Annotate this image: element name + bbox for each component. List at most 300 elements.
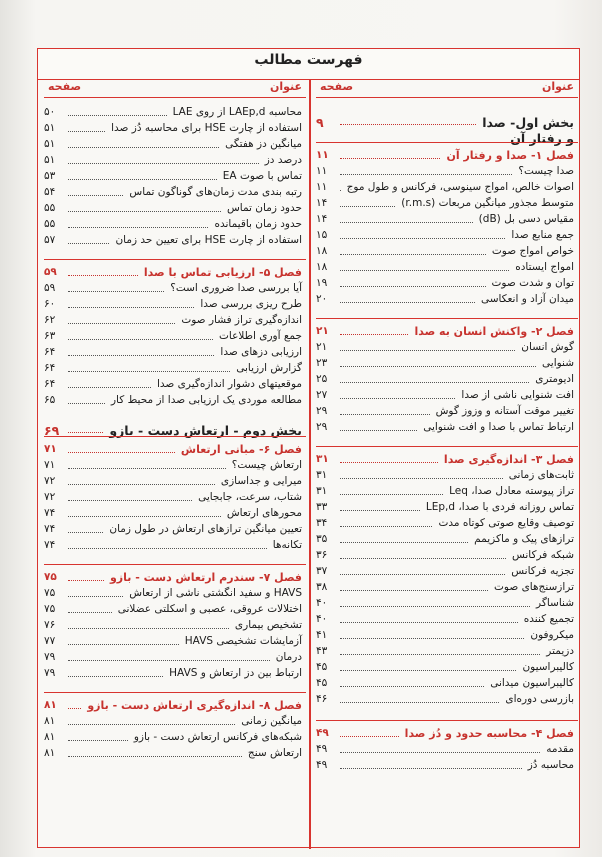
entry-title: اندازه‌گیری تراز فشار صوت: [181, 314, 302, 326]
toc-entry: [316, 228, 578, 244]
entry-title: صدا چیست؟: [518, 165, 574, 177]
leader-dots: [340, 254, 486, 255]
header-label: عنوان: [269, 80, 302, 93]
entry-title: حدود زمان باقیمانده: [214, 218, 302, 230]
toc-entry: [44, 345, 306, 361]
part-heading: [316, 114, 578, 130]
entry-page-number: ۶۹: [44, 423, 60, 438]
leader-dots: [68, 275, 138, 276]
chapter-heading: [44, 265, 306, 281]
leader-dots: [68, 227, 208, 228]
entry-title: گزارش ارزیابی: [236, 362, 302, 374]
entry-page-number: ۵۹: [44, 282, 56, 294]
toc-entry: [316, 468, 578, 484]
entry-page-number: ۳۱: [316, 469, 328, 481]
leader-dots: [68, 371, 230, 372]
section-separator: [44, 436, 306, 437]
left-column-header: [44, 79, 306, 98]
entry-page-number: ۶۴: [44, 362, 56, 374]
right-column: [316, 99, 578, 844]
toc-entry: [44, 185, 306, 201]
leader-dots: [68, 163, 259, 164]
entry-page-number: ۲۷: [316, 389, 328, 401]
entry-page-number: ۴۹: [316, 759, 328, 771]
toc-entry: [44, 538, 306, 554]
toc-entry: [44, 618, 306, 634]
toc-entry: [44, 297, 306, 313]
entry-page-number: ۶۴: [44, 378, 56, 390]
leader-dots: [340, 398, 455, 399]
chapter-heading: [316, 324, 578, 340]
entry-title: میدان آزاد و انعکاسی: [480, 293, 574, 305]
chapter-heading: [316, 148, 578, 164]
entry-title: جمع منابع صدا: [511, 229, 574, 241]
entry-title: اصوات خالص، امواج سینوسی، فرکانس و طول موج: [346, 181, 574, 193]
entry-title: حدود زمان تماس: [226, 202, 302, 214]
toc-entry: [44, 361, 306, 377]
leader-dots: [340, 574, 505, 575]
entry-title: آیا بررسی صدا ضروری است؟: [170, 282, 302, 294]
leader-dots: [68, 756, 242, 757]
entry-title: میانگین زمانی: [241, 715, 302, 727]
entry-page-number: ۷۵: [44, 587, 56, 599]
leader-dots: [340, 238, 505, 239]
entry-page-number: ۷۴: [44, 523, 56, 535]
entry-title: استفاده از چارت HSE برای تعیین حد زمان: [115, 234, 302, 246]
leader-dots: [340, 302, 475, 303]
leader-dots: [68, 740, 128, 741]
leader-dots: [340, 606, 530, 607]
entry-title: فصل ۵- ارزیابی تماس با صدا: [143, 266, 302, 279]
toc-entry: [316, 292, 578, 308]
entry-title: فصل ۲- واکنش انسان به صدا: [414, 325, 574, 338]
entry-title: شتاب، سرعت، جابجایی: [198, 491, 302, 503]
section-separator: [44, 259, 306, 260]
column-divider: [309, 79, 311, 849]
chapter-heading: [316, 452, 578, 468]
toc-entry: [316, 500, 578, 516]
entry-title: بازرسی دوره‌ای: [505, 693, 574, 705]
leader-dots: [68, 644, 179, 645]
leader-dots: [340, 670, 516, 671]
entry-title: محورهای ارتعاش: [226, 507, 302, 519]
entry-title: شبکه فرکانس: [511, 549, 574, 561]
entry-page-number: ۷۴: [44, 539, 56, 551]
entry-title: فصل ۱- صدا و رفتار آن: [446, 149, 574, 162]
toc-entry: [44, 329, 306, 345]
leader-dots: [68, 596, 123, 597]
entry-title: ترازهای پیک و ماکزیمم: [474, 533, 574, 545]
entry-page-number: ۳۶: [316, 549, 328, 561]
leader-dots: [68, 387, 151, 388]
entry-title: میانگین دز هفتگی: [225, 138, 302, 150]
toc-entry: [44, 458, 306, 474]
header-label: عنوان: [541, 80, 574, 93]
entry-title: شناساگر: [536, 597, 574, 609]
leader-dots: [340, 702, 499, 703]
entry-page-number: ۳۱: [316, 485, 328, 497]
leader-dots: [340, 736, 399, 737]
part-heading: [316, 130, 578, 146]
entry-page-number: ۶۵: [44, 394, 56, 406]
leader-dots: [340, 334, 408, 335]
toc-entry: [316, 628, 578, 644]
toc-entry: [316, 742, 578, 758]
toc-entry: [316, 212, 578, 228]
leader-dots: [340, 462, 438, 463]
entry-title: درمان: [275, 651, 302, 663]
toc-entry: [44, 313, 306, 329]
entry-page-number: ۸۱: [44, 747, 56, 759]
toc-entry: [44, 201, 306, 217]
leader-dots: [340, 558, 506, 559]
entry-title: آزمایشات تشخیصی HAVS: [184, 635, 302, 647]
page-title: فهرست مطالب: [254, 52, 363, 68]
entry-page-number: ۳۵: [316, 533, 328, 545]
section-separator: [316, 318, 578, 319]
entry-title: موقعیتهای دشوار اندازه‌گیری صدا: [157, 378, 302, 390]
entry-page-number: ۷۱: [44, 459, 56, 471]
entry-page-number: ۳۷: [316, 565, 328, 577]
header-page: صفحه: [48, 80, 82, 93]
entry-page-number: ۱۸: [316, 261, 328, 273]
entry-page-number: ۷۹: [44, 651, 56, 663]
leader-dots: [68, 708, 81, 709]
chapter-heading: [44, 698, 306, 714]
leader-dots: [340, 622, 518, 623]
entry-title: HAVS و سفید انگشتی ناشی از ارتعاش: [129, 587, 302, 599]
toc-entry: [44, 153, 306, 169]
leader-dots: [340, 124, 476, 125]
leader-dots: [68, 179, 217, 180]
entry-title: جمع آوری اطلاعات: [219, 330, 302, 342]
entry-title: شبکه‌های فرکانس ارتعاش دست - بازو: [133, 731, 302, 743]
entry-page-number: ۱۴: [316, 213, 328, 225]
entry-page-number: ۳۴: [316, 517, 328, 529]
section-separator: [44, 564, 306, 565]
leader-dots: [68, 339, 213, 340]
leader-dots: [68, 660, 270, 661]
entry-title: تشخیص بیماری: [234, 619, 302, 631]
entry-title: و رفتار آن: [510, 131, 574, 146]
entry-page-number: ۸۱: [44, 731, 56, 743]
entry-page-number: ۴۵: [316, 677, 328, 689]
toc-entry: [44, 281, 306, 297]
entry-page-number: ۵۴: [44, 186, 56, 198]
toc-entry: [316, 356, 578, 372]
entry-page-number: ۸۱: [44, 699, 57, 711]
entry-page-number: ۱۱: [316, 181, 328, 193]
entry-page-number: ۵۹: [44, 266, 57, 278]
leader-dots: [68, 147, 219, 148]
leader-dots: [68, 211, 221, 212]
entry-title: فصل ۳- اندازه‌گیری صدا: [443, 453, 574, 466]
entry-page-number: ۲۱: [316, 341, 328, 353]
entry-page-number: ۲۳: [316, 357, 328, 369]
section-separator: [44, 692, 306, 693]
left-column: [44, 99, 306, 844]
entry-page-number: ۷۵: [44, 571, 57, 583]
toc-entry: [316, 244, 578, 260]
leader-dots: [68, 355, 214, 356]
toc-entry: [316, 758, 578, 774]
leader-dots: [340, 414, 430, 415]
leader-dots: [68, 195, 123, 196]
entry-title: میرایی و جداسازی: [220, 475, 302, 487]
entry-page-number: ۹: [316, 115, 324, 130]
entry-title: فصل ۸- اندازه‌گیری ارتعاش دست - بازو: [87, 699, 302, 712]
entry-title: محاسبه LAEp,d از روی LAE: [172, 106, 302, 118]
entry-title: ارزیابی دزهای صدا: [220, 346, 302, 358]
toc-entry: [316, 612, 578, 628]
toc-entry: [316, 564, 578, 580]
entry-page-number: ۱۵: [316, 229, 328, 241]
leader-dots: [68, 628, 229, 629]
toc-entry: [44, 137, 306, 153]
leader-dots: [340, 542, 468, 543]
entry-title: ترازسنج‌های صوت: [494, 581, 574, 593]
leader-dots: [340, 206, 395, 207]
toc-entry: [316, 388, 578, 404]
toc-entry: [316, 676, 578, 692]
entry-title: ارتباط تماس با صدا و افت شنوایی: [423, 421, 574, 433]
leader-dots: [340, 654, 540, 655]
entry-title: امواج ایستاده: [515, 261, 574, 273]
leader-dots: [340, 590, 488, 591]
toc-entry: [316, 276, 578, 292]
toc-entry: [316, 596, 578, 612]
entry-title: بخش اول- صدا: [482, 115, 574, 130]
section-separator: [316, 720, 578, 721]
toc-entry: [44, 634, 306, 650]
toc-entry: [44, 217, 306, 233]
leader-dots: [340, 158, 440, 159]
entry-page-number: ۳۳: [316, 501, 328, 513]
entry-page-number: ۲۰: [316, 293, 328, 305]
entry-title: میکروفون: [530, 629, 574, 641]
title-bar: [38, 49, 579, 80]
entry-title: مطالعه موردی یک ارزیابی صدا از محیط کار: [110, 394, 302, 406]
toc-entry: [316, 532, 578, 548]
entry-title: ثابت‌های زمانی: [508, 469, 574, 481]
leader-dots: [340, 686, 484, 687]
entry-title: مقیاس دسی بل (dB): [478, 213, 574, 225]
toc-entry: [316, 164, 578, 180]
entry-page-number: ۲۹: [316, 405, 328, 417]
leader-dots: [340, 270, 509, 271]
toc-entry: [44, 522, 306, 538]
entry-page-number: ۶۰: [44, 298, 56, 310]
entry-title: ادیومتری: [535, 373, 574, 385]
entry-title: تکانه‌ها: [272, 539, 302, 551]
entry-title: محاسبه دُز: [527, 759, 574, 771]
leader-dots: [68, 307, 194, 308]
entry-title: طرح ریزی بررسی صدا: [200, 298, 302, 310]
toc-frame: [37, 48, 580, 848]
entry-title: تماس با صوت EA: [222, 170, 302, 182]
toc-entry: [316, 516, 578, 532]
entry-title: تماس روزانه فردی با صدا، LEp,d: [425, 501, 574, 513]
leader-dots: [340, 366, 536, 367]
leader-dots: [340, 494, 443, 495]
leader-dots: [68, 676, 163, 677]
entry-page-number: ۷۵: [44, 603, 56, 615]
entry-title: متوسط مجذور میانگین مربعات (r.m.s): [401, 197, 574, 209]
leader-dots: [68, 432, 103, 433]
entry-page-number: ۴۵: [316, 661, 328, 673]
leader-dots: [68, 115, 167, 116]
entry-page-number: ۴۳: [316, 645, 328, 657]
entry-page-number: ۷۲: [44, 475, 56, 487]
entry-page-number: ۷۱: [44, 443, 57, 455]
section-separator: [316, 446, 578, 447]
entry-title: درصد دز: [264, 154, 302, 166]
entry-title: مقدمه: [546, 743, 574, 755]
entry-page-number: ۵۳: [44, 170, 56, 182]
entry-title: تراز پیوسته معادل صدا، Leq: [449, 485, 574, 497]
entry-page-number: ۴۰: [316, 613, 328, 625]
toc-entry: [316, 644, 578, 660]
entry-title: کالیبراسیون میدانی: [490, 677, 574, 689]
toc-entry: [44, 586, 306, 602]
leader-dots: [340, 430, 417, 431]
entry-title: تجمیع کننده: [523, 613, 574, 625]
leader-dots: [68, 131, 105, 132]
toc-entry: [44, 377, 306, 393]
entry-page-number: ۱۴: [316, 197, 328, 209]
entry-page-number: ۵۵: [44, 202, 56, 214]
entry-title: توصیف وقایع صوتی کوتاه مدت: [438, 517, 574, 529]
entry-title: رتبه بندی مدت زمان‌های گوناگون تماس: [129, 186, 302, 198]
leader-dots: [68, 532, 103, 533]
section-separator: [316, 142, 578, 143]
leader-dots: [68, 548, 267, 549]
toc-entry: [44, 666, 306, 682]
entry-title: توان و شدت صوت: [491, 277, 574, 289]
leader-dots: [68, 516, 221, 517]
entry-page-number: ۵۱: [44, 122, 56, 134]
entry-page-number: ۷۹: [44, 667, 56, 679]
entry-page-number: ۶۲: [44, 314, 56, 326]
toc-entry: [316, 180, 578, 196]
chapter-heading: [316, 726, 578, 742]
toc-entry: [44, 474, 306, 490]
leader-dots: [68, 612, 112, 613]
leader-dots: [340, 510, 420, 511]
leader-dots: [68, 452, 175, 453]
entry-page-number: ۷۴: [44, 507, 56, 519]
toc-entry: [44, 490, 306, 506]
toc-entry: [316, 580, 578, 596]
entry-page-number: ۱۱: [316, 149, 329, 161]
leader-dots: [68, 323, 175, 324]
entry-title: استفاده از چارت HSE برای محاسبه دُز صدا: [111, 122, 302, 134]
leader-dots: [340, 526, 432, 527]
entry-title: تغییر موقت آستانه و وزوز گوش: [435, 405, 574, 417]
entry-page-number: ۸۱: [44, 715, 56, 727]
leader-dots: [340, 350, 515, 351]
toc-entry: [316, 196, 578, 212]
toc-entry: [316, 692, 578, 708]
entry-page-number: ۷۲: [44, 491, 56, 503]
toc-entry: [316, 484, 578, 500]
toc-entry: [44, 714, 306, 730]
entry-page-number: ۱۸: [316, 245, 328, 257]
toc-entry: [44, 746, 306, 762]
chapter-heading: [44, 442, 306, 458]
toc-entry: [316, 372, 578, 388]
entry-title: ارتباط بین دز ارتعاش و HAVS: [169, 667, 302, 679]
toc-entry: [44, 506, 306, 522]
leader-dots: [68, 243, 109, 244]
entry-page-number: ۵۰: [44, 106, 56, 118]
toc-entry: [44, 169, 306, 185]
entry-page-number: ۴۹: [316, 727, 329, 739]
toc-entry: [44, 393, 306, 409]
leader-dots: [340, 190, 341, 191]
entry-page-number: ۲۱: [316, 325, 329, 337]
entry-page-number: ۵۱: [44, 154, 56, 166]
entry-page-number: ۴۰: [316, 597, 328, 609]
leader-dots: [340, 286, 486, 287]
leader-dots: [68, 724, 235, 725]
toc-entry: [316, 404, 578, 420]
entry-title: کالیبراسیون: [522, 661, 574, 673]
leader-dots: [68, 484, 215, 485]
entry-title: دزیمتر: [546, 645, 574, 657]
entry-title: اختلالات عروقی، عصبی و اسکلتی عضلانی: [117, 603, 302, 615]
header-page: صفحه: [320, 80, 354, 93]
entry-title: فصل ۴- محاسبه حدود و دُز صدا: [404, 727, 574, 740]
entry-page-number: ۵۷: [44, 234, 56, 246]
leader-dots: [340, 382, 529, 383]
toc-entry: [44, 730, 306, 746]
leader-dots: [340, 174, 512, 175]
leader-dots: [340, 768, 522, 769]
leader-dots: [340, 638, 524, 639]
entry-title: تعیین میانگین ترازهای ارتعاش در طول زمان: [109, 523, 302, 535]
leader-dots: [340, 478, 503, 479]
right-column-header: [316, 79, 578, 98]
entry-title: ارتعاش چیست؟: [231, 459, 302, 471]
entry-title: خواص امواج صوت: [491, 245, 574, 257]
chapter-heading: [44, 570, 306, 586]
entry-page-number: ۲۹: [316, 421, 328, 433]
entry-title: گوش انسان: [521, 341, 574, 353]
toc-entry: [44, 121, 306, 137]
leader-dots: [68, 468, 226, 469]
entry-page-number: ۵۵: [44, 218, 56, 230]
leader-dots: [68, 403, 105, 404]
entry-title: ارتعاش سنج: [247, 747, 302, 759]
entry-title: فصل ۶- مبانی ارتعاش: [180, 443, 302, 456]
toc-entry: [316, 340, 578, 356]
leader-dots: [68, 500, 192, 501]
entry-page-number: ۲۵: [316, 373, 328, 385]
leader-dots: [340, 752, 540, 753]
leader-dots: [68, 291, 164, 292]
leader-dots: [68, 580, 104, 581]
entry-title: فصل ۷- سندرم ارتعاش دست - بازو: [109, 571, 302, 584]
entry-title: شنوایی: [542, 357, 574, 369]
toc-entry: [44, 602, 306, 618]
toc-entry: [44, 650, 306, 666]
entry-page-number: ۶۳: [44, 330, 56, 342]
entry-page-number: ۵۱: [44, 138, 56, 150]
entry-page-number: ۱۹: [316, 277, 328, 289]
entry-page-number: ۳۱: [316, 453, 329, 465]
toc-entry: [44, 233, 306, 249]
